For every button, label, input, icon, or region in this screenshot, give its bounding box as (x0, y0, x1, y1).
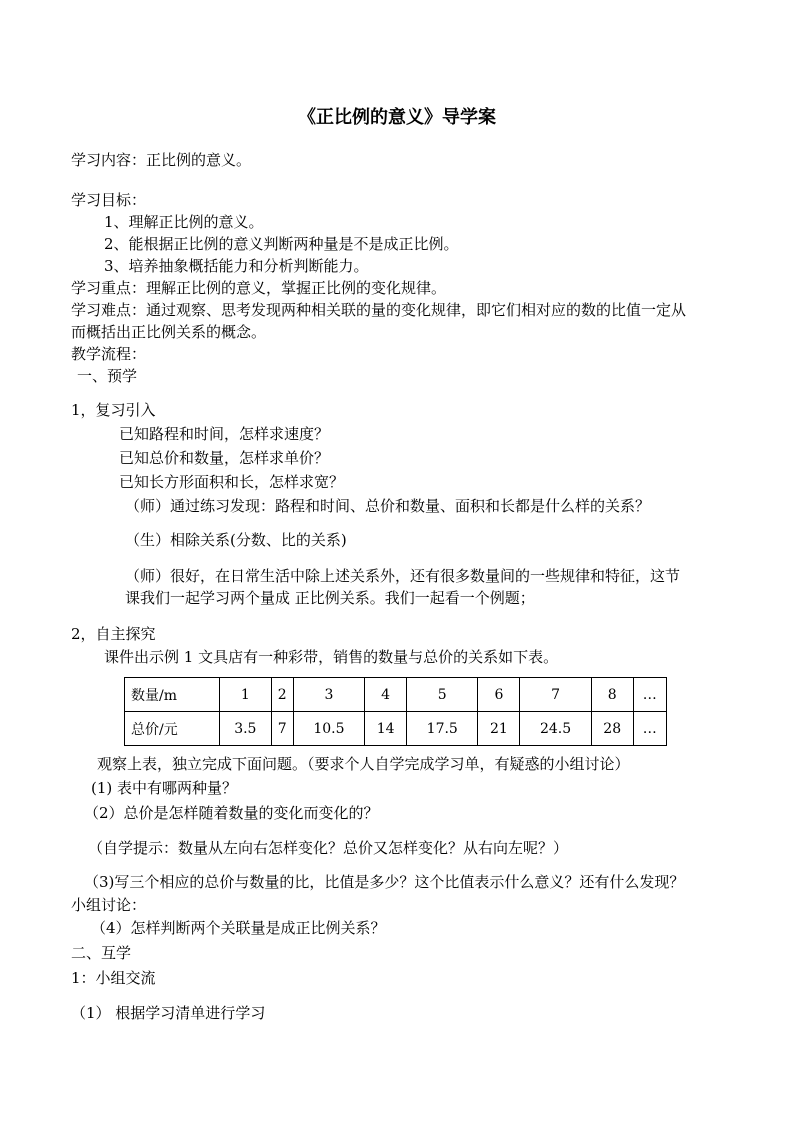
text-line: 观察上表，独立完成下面问题。（要求个人自学完成学习单，有疑惑的小组讨论） (97, 755, 630, 773)
table-cell: 3 (293, 678, 364, 712)
table-cell: 8 (591, 678, 633, 712)
table-row (125, 712, 667, 746)
text-line: （4）怎样判断两个关联量是成正比例关系？ (91, 919, 386, 937)
text-line: 学习难点：通过观察、思考发现两种相关联的量的变化规律，即它们相对应的数的比值一定从 (71, 301, 687, 319)
text-line: 课件出示例 1 文具店有一种彩带，销售的数量与总价的关系如下表。 (104, 648, 559, 666)
text-line: 学习重点：理解正比例的意义，掌握正比例的变化规律。 (71, 279, 447, 297)
table-cell: 6 (478, 678, 520, 712)
table-cell: … (633, 712, 666, 746)
text-line: 1：小组交流 (71, 969, 156, 987)
table-cell: 总价/元 (125, 712, 220, 746)
text-line: 教学流程： (71, 345, 147, 363)
table-cell: 1 (220, 678, 272, 712)
text-line: 学习目标： (71, 191, 147, 209)
text-line: 2，自主探究 (71, 625, 156, 643)
table-cell: … (633, 678, 666, 712)
text-line: （师）很好，在日常生活中除上述关系外，还有很多数量间的一些规律和特征，这节 (125, 567, 681, 585)
table-cell: 3.5 (220, 712, 272, 746)
table-cell: 2 (271, 678, 293, 712)
table-cell: 28 (591, 712, 633, 746)
text-line: （生）相除关系(分数、比的关系) (125, 531, 347, 549)
table-cell: 7 (520, 678, 591, 712)
text-line: （自学提示：数量从左向右怎样变化？总价又怎样变化？从右向左呢？） (88, 839, 569, 857)
table-cell: 17.5 (407, 712, 478, 746)
text-line: 2、能根据正比例的意义判断两种量是不是成正比例。 (104, 235, 459, 253)
section-heading: 一、预学 (77, 367, 138, 385)
text-line: 课我们一起学习两个量成 正比例关系。我们一起看一个例题； (125, 589, 535, 607)
text-line: （1） 根据学习清单进行学习 (71, 1004, 266, 1022)
table-cell: 4 (365, 678, 407, 712)
text-line: 已知路程和时间，怎样求速度？ (119, 425, 330, 443)
text-line: 已知总价和数量，怎样求单价？ (119, 449, 330, 467)
text-line: 1、理解正比例的意义。 (104, 213, 264, 231)
text-line: 3、培养抽象概括能力和分析判断能力。 (104, 257, 369, 275)
text-line: （3)写三个相应的总价与数量的比，比值是多少？这个比值表示什么意义？还有什么发现？ (84, 873, 685, 891)
text-line: 而概括出正比例关系的概念。 (71, 323, 267, 341)
text-line: 小组讨论： (71, 896, 147, 914)
data-table (124, 677, 667, 746)
table-cell: 14 (365, 712, 407, 746)
table-cell: 10.5 (293, 712, 364, 746)
table-cell: 数量/m (125, 678, 220, 712)
table-cell: 7 (271, 712, 293, 746)
text-line: （师）通过练习发现：路程和时间、总价和数量、面积和长都是什么样的关系？ (125, 497, 651, 515)
table-row (125, 678, 667, 712)
text-line: 学习内容：正比例的意义。 (71, 151, 252, 169)
section-heading: 二、互学 (71, 944, 132, 962)
text-line: 已知长方形面积和长，怎样求宽？ (119, 473, 345, 491)
table-cell: 24.5 (520, 712, 591, 746)
page-title: 《正比例的意义》导学案 (298, 107, 496, 128)
text-line: 1，复习引入 (71, 401, 156, 419)
text-line: (1) 表中有哪两种量？ (91, 779, 238, 797)
text-line: （2）总价是怎样随着数量的变化而变化的？ (84, 804, 379, 822)
table-cell: 21 (478, 712, 520, 746)
table-cell: 5 (407, 678, 478, 712)
